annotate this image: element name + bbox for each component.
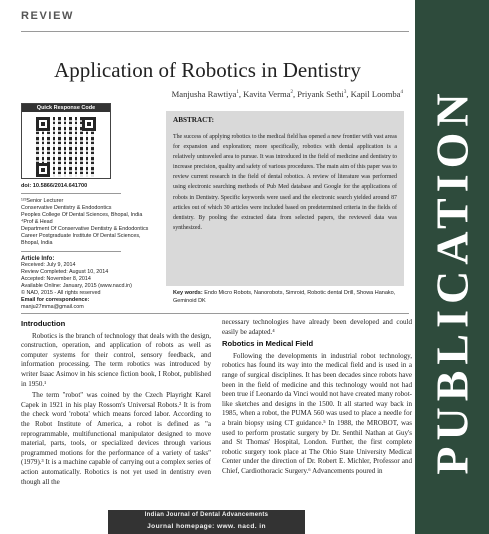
paragraph: necessary technologies have already been developed and could easily be adapted.⁴: [222, 318, 412, 336]
correspondence-email[interactable]: manju27mma@gmail.com: [21, 304, 84, 310]
divider: [21, 251, 121, 252]
section-heading: Introduction: [21, 319, 66, 328]
author-name: Manjusha Rawtiya: [171, 89, 237, 99]
qr-code-box: [21, 103, 111, 179]
divider: [21, 193, 121, 194]
doi[interactable]: doi: 10.5866/2014.641700: [21, 183, 88, 189]
qr-code-label: Quick Response Code: [22, 104, 110, 112]
paragraph: Following the developments in industrial robot technology, robotics has found its way into the medical field and is used in a range of surgical disciplines. It has been decades since robots have been in the field of medicine and this technology would not had been true if Leonardo da Vinci would not have created many robot-like sketches and designs in the 1500. It all started way back in 1985, when a robot, the PUMA 560 was used to place a needle for a brain biopsy using CT guidance.⁵ In 1988, the MROBOT, was used to perform prostatic surgery by Dr. Senthil Nathan at Guy's and St Thomas' Hospital, London. Further, the first complete robotic surgery took place at The Ohio State University Medical Center under the direction of Dr. Robert E. Michler, Professor and Chief, Cardiothoracic Surgery.⁶ Advancements poured in: [222, 351, 412, 475]
correspondence: [21, 297, 89, 311]
article-title: Application of Robotics in Dentistry: [54, 58, 361, 82]
paragraph: Robotics is the branch of technology that deals with the design, construction, operation, and application of robots as well as computer systems for their control, sensory feedback, and information processing. The term robotics was introduced by writer Isaac Asimov in his science fiction book, I Robot, published in 1950.¹: [21, 331, 211, 388]
journal-footer: [108, 510, 305, 534]
keywords-text: Endo Micro Robots, Nanorobots, Simroid, Robotic dental Drill, Showa Hanako, Geminoid DK: [173, 290, 396, 304]
section-heading: Robotics in Medical Field: [222, 339, 314, 349]
abstract-text: The success of applying robotics to the medical field has opened a new frontier with vast areas for expansion and exploration; more specifically, robotics with dental application is a relatively untraveled area to pursue. It was introduced in the field of medicine and dentistry to increase precision, quality and safety of various procedures. The main aim of this paper was to review current research in the field of dental robotics. A review of literature was performed using electronic searching methods of Pub Med database and Google for the applications of robots in Dentistry. Specific keywords were used and the electronic search yielded around 87 articles out of which 30 articles were included based on predetermined criteria in the fields of dentistry. By pooling the extracted data from selected papers, the reviewed data was synthesized.: [173, 134, 397, 231]
section-label: REVIEW: [21, 10, 74, 22]
article-info: Received: July 9, 2014 Review Completed: August 10, 2014 Accepted: November 8, 2014 Available Online: January, 2015 (www.nacd.in) © NAD, 2015 - All rights reserved: [21, 262, 132, 296]
author-list: Manjusha Rawtiya$^1$, Kavita Verma$^2$, Priyank Sethi$^3$, Kapil Loomba$^4$: [171, 89, 403, 99]
author-name: Kapil Loomba: [350, 89, 401, 99]
abstract-box: [166, 111, 404, 286]
qr-code-icon[interactable]: [36, 117, 96, 177]
keywords-label: Key words:: [173, 290, 203, 296]
banner-text: PUBLICATION: [426, 87, 478, 475]
journal-name: Indian Journal of Dental Advancements: [144, 512, 269, 518]
body-column-right: [222, 318, 412, 479]
article-info-heading: Article Info:: [21, 256, 55, 262]
top-divider: [21, 31, 409, 32]
publication-banner: [415, 0, 489, 534]
author-name: Kavita Verma: [243, 89, 291, 99]
abstract-heading: ABSTRACT:: [173, 116, 215, 124]
keywords: [166, 286, 404, 311]
mid-divider: [21, 313, 409, 314]
journal-homepage[interactable]: Journal homepage: www. nacd. in: [147, 523, 266, 530]
author-name: Priyank Sethi: [297, 89, 344, 99]
affiliations: ¹²³Senior Lecturer Conservative Dentistry & Endodontics Peoples College Of Dental Sciences, Bhopal, India ⁴Prof & Head Department Of Conservative Dentistry & Endodontics Career Postgraduate Institute Of Dental Sciences, Bhopal, India: [21, 198, 149, 246]
paragraph: The term "robot" was coined by the Czech Playright Karel Capek in 1921 in his play Rossom's Universal Robots.² It is from the check word 'robota' which means forced labor. According to the Robot Institute of America, a robot is defined as "a reprogrammable, multifunctional manipulator designed to move material, parts, tools, or specialized devices through various programmed motions for the performance of a variety of tasks" (1979).³ It is a machine capable of carrying out a complex series of action automatically. Robotics is not yet used in dentistry even though all the: [21, 391, 211, 486]
article-sidebar: [21, 103, 149, 297]
body-column-left: [21, 318, 211, 489]
correspondence-heading: Email for correspondence:: [21, 297, 90, 303]
